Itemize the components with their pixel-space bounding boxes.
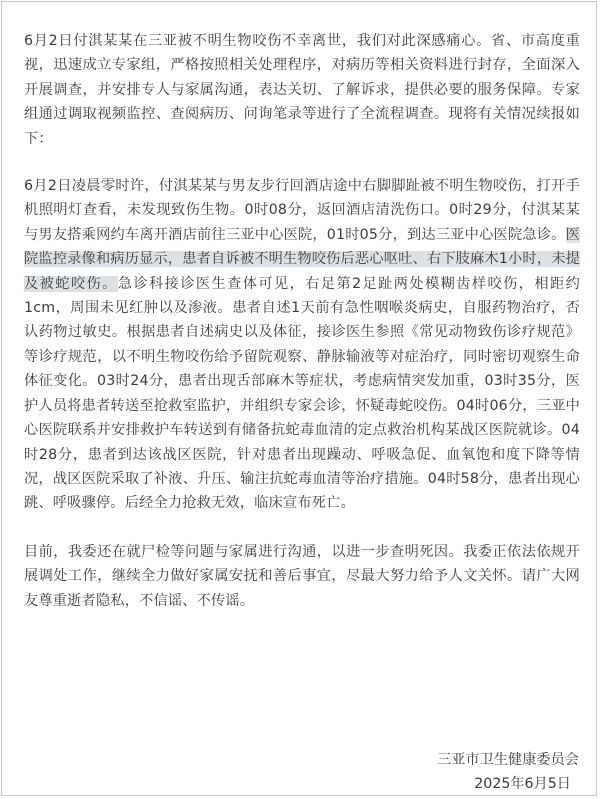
signature-block xyxy=(437,748,579,796)
paragraph-text: 6月2日凌晨零时许，付淇某某与男友步行回酒店途中右脚脚趾被不明生物咬伤，打开手机照明灯查看，未发现致伤生物。0时08分，返回酒店清洗伤口。0时29分，付淇某某与男友搭乘网约车离开酒店前往三亚中心医院，01时05分，到达三亚中心医院急诊。 xyxy=(24,178,580,243)
paragraph-text: 急诊科接诊医生查体可见，右足第2足趾两处模糊齿样咬伤，相距约1cm，周围未见红肿以及渗液。患者自述1天前有急性咽喉炎病史，自服药物治疗，否认药物过敏史。根据患者自述病史以及体征，接诊医生参照《常见动物致伤诊疗规范》等诊疗规范，以不明生物咬伤给予留院观察、静脉输液等对症治疗，同时密切观察生命体征变化。03时24分，患者出现舌部麻木等症状，考虑病情突发加重，03时35分，医护人员将患者转送至抢救室监护，并组织专家会诊，怀疑毒蛇咬伤。04时06分，三亚中心医院联系并安排救护车转送到有储备抗蛇毒血清的定点救治机构某战区医院就诊。04时28分，患者到达该战区医院，针对患者出现躁动、呼吸急促、血氧饱和度下降等情况，战区医院采取了补液、升压、输注抗蛇毒血清等治疗措施。04时58分，患者出现心跳、呼吸骤停。后经全力抢救无效，临床宣布死亡。 xyxy=(24,275,580,512)
paragraph-timeline xyxy=(24,174,580,516)
signature-organization: 三亚市卫生健康委员会 xyxy=(437,752,579,768)
document-body xyxy=(24,29,580,636)
paragraph-text: 目前，我委还在就尸检等问题与家属进行沟通，以进一步查明死因。我委正依法依规开展调处工作，继续全力做好家属安抚和善后事宜，尽最大努力给予人文关怀。请广大网友尊重逝者隐私，不信谣、不传谣。 xyxy=(24,543,580,609)
paragraph-intro xyxy=(24,29,580,151)
paragraph-text: 6月2日付淇某某在三亚被不明生物咬伤不幸离世，我们对此深感痛心。省、市高度重视，迅速成立专家组，严格按照相关处理程序，对病历等相关资料进行封存，全面深入开展调查，并安排专人与家属沟通，表达关切、了解诉求，提供必要的服务保障。专家组通过调取视频监控、查阅病历、问询笔录等进行了全流程调查。现将有关情况续报如下： xyxy=(24,33,580,147)
paragraph-conclusion xyxy=(24,540,580,613)
signature-date: 2025年6月5日 xyxy=(474,776,571,792)
highlighted-text: 医院监控录像和病历显示，患者自诉被不明生物咬伤后恶心呕吐、右下肢麻木1小时，未提及被蛇咬伤。 xyxy=(24,226,580,292)
